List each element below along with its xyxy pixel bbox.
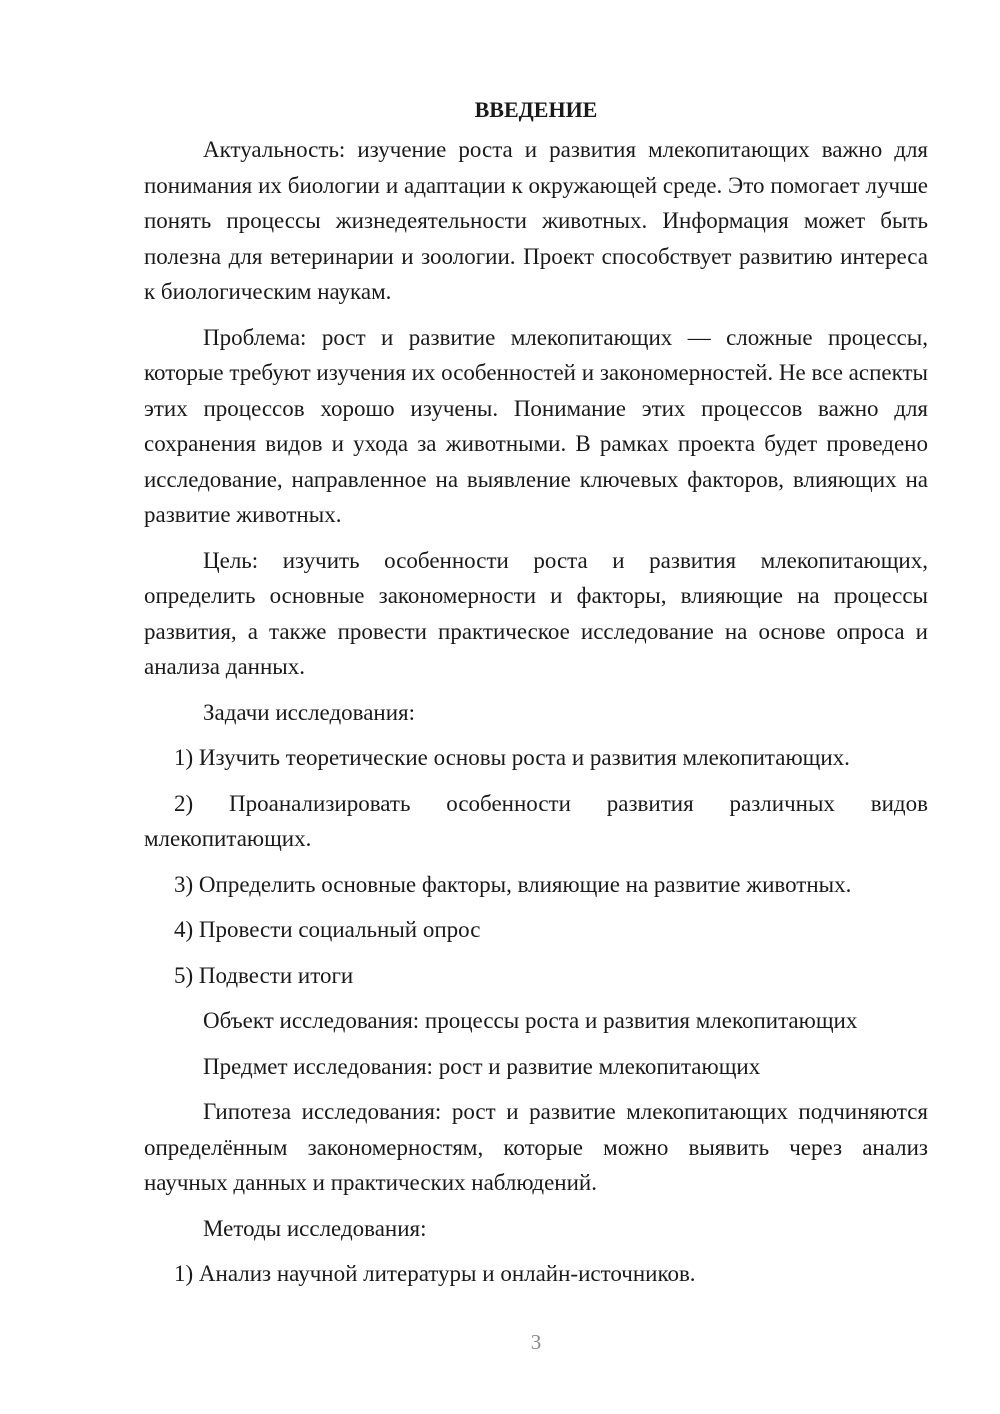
goal-paragraph: Цель: изучить особенности роста и развития млекопитающих, определить основные закономерности и факторы, влияющие на процессы развития, а также провести практическое исследование на основе опроса и анализа данных. — [144, 547, 928, 679]
task-item-2: 2) Проанализировать особенности развития различных видов млекопитающих. — [144, 790, 928, 851]
task-item-1: 1) Изучить теоретические основы роста и развития млекопитающих. — [174, 745, 850, 770]
document-page — [144, 92, 928, 1292]
object-paragraph: Объект исследования: процессы роста и развития млекопитающих — [203, 1008, 858, 1033]
subject-paragraph: Предмет исследования: рост и развитие млекопитающих — [203, 1053, 761, 1079]
task-item-3: 3) Определить основные факторы, влияющие на развитие животных. — [174, 871, 852, 897]
task-item-5: 5) Подвести итоги — [174, 962, 354, 988]
hypothesis-paragraph: Гипотеза исследования: рост и развитие млекопитающих подчиняются определённым закономерностям, которые можно выявить через анализ научных данных и практических наблюдений. — [144, 1099, 928, 1195]
tasks-heading: Задачи исследования: — [203, 699, 416, 725]
page-number: 3 — [530, 1330, 542, 1354]
methods-heading: Методы исследования: — [203, 1215, 427, 1241]
problem-paragraph: Проблема: рост и развитие млекопитающих — сложные процессы, которые требуют изучения их особенностей и закономерностей. Не все аспекты этих процессов хорошо изучены. Понимание этих процессов важно для сохранения видов и ухода за животными. В рамках проекта будет проведено исследование, направленное на выявление ключевых факторов, влияющих на развитие животных. — [144, 324, 928, 527]
task-item-4: 4) Провести социальный опрос — [174, 917, 481, 942]
method-item-1: 1) Анализ научной литературы и онлайн-источников. — [174, 1261, 696, 1286]
section-heading: ВВЕДЕНИЕ — [474, 97, 598, 122]
relevance-paragraph: Актуальность: изучение роста и развития млекопитающих важно для понимания их биологии и адаптации к окружающей среде. Это помогает лучше понять процессы жизнедеятельности животных. Информация может быть полезна для ветеринарии и зоологии. Проект способствует развитию интереса к биологическим наукам. — [144, 137, 928, 304]
